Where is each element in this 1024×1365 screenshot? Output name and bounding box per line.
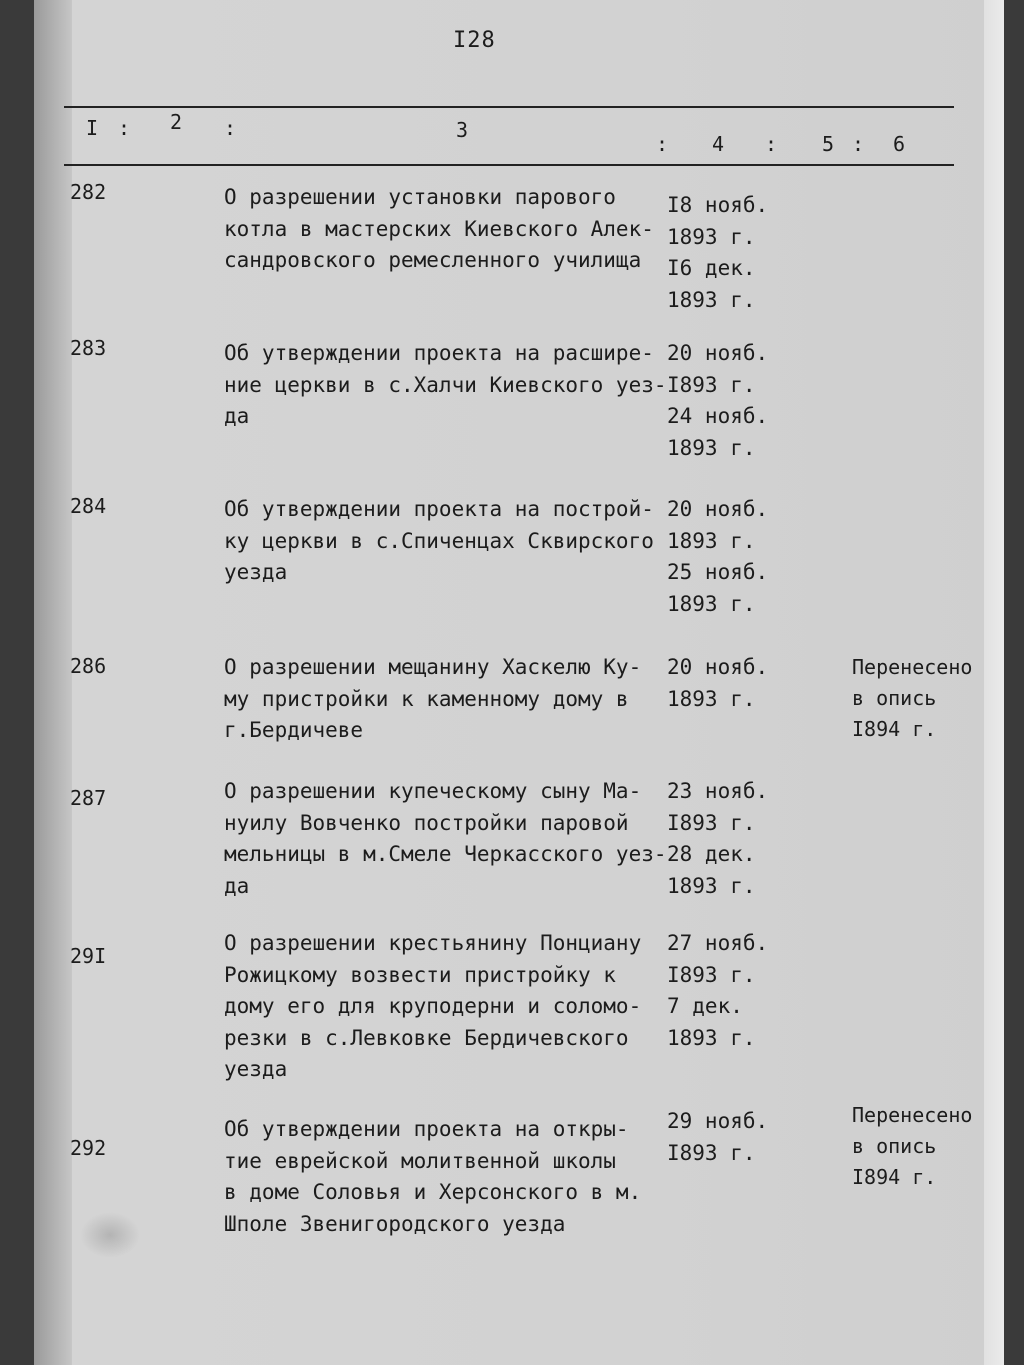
entry-dates: 20 нояб. 1893 г. 25 нояб. 1893 г. <box>667 497 769 616</box>
column-header-2: 2 <box>170 110 183 134</box>
column-header-5: 5 <box>822 132 835 156</box>
entry-title: О разрешении установки парового котла в мастерских Киевского Алек- сандровского ремесленного училища <box>224 185 654 272</box>
page-right-edge <box>984 0 1004 1365</box>
header-top-rule <box>64 106 954 108</box>
entry-dates: I8 нояб. 1893 г. I6 дек. 1893 г. <box>667 193 769 312</box>
handwritten-mark <box>80 1212 140 1258</box>
entry-title: О разрешении крестьянину Понциану Рожицкому возвести пристройку к дому его для круподерни и соломо- резки в с.Левковке Бердичевского уезда <box>224 931 642 1081</box>
entry-title: О разрешении мещанину Хаскелю Ку- му пристройки к каменному дому в г.Бердичеве <box>224 655 642 742</box>
entry-title: О разрешении купеческому сыну Ма- нуилу Вовченко постройки паровой мельницы в м.Смеле Черкасского уез- да <box>224 779 667 898</box>
entry-dates: 27 нояб. I893 г. 7 дек. 1893 г. <box>667 931 769 1050</box>
entry-number: 29I <box>70 944 107 968</box>
entry-number: 282 <box>70 180 107 204</box>
entry-dates: 23 нояб. I893 г. 28 дек. 1893 г. <box>667 779 769 898</box>
entry-dates: 29 нояб. I893 г. <box>667 1109 769 1165</box>
entry-number: 283 <box>70 336 107 360</box>
entry-note: Перенесено в опись I894 г. <box>852 1103 973 1189</box>
column-header-6: 6 <box>893 132 906 156</box>
entry-dates: 20 нояб. 1893 г. <box>667 655 769 711</box>
entry-number: 287 <box>70 786 107 810</box>
entry-title: Об утверждении проекта на откры- тие еврейской молитвенной школы в доме Соловья и Херсонского в м. Шполе Звенигородского уезда <box>224 1117 642 1236</box>
entry-title: Об утверждении проекта на построй- ку церкви в с.Спиченцах Сквирского уезда <box>224 497 654 584</box>
entry-number: 284 <box>70 494 107 518</box>
column-separator: : <box>118 116 131 140</box>
page-number: I28 <box>453 28 496 53</box>
entry-title: Об утверждении проекта на расшире- ние церкви в с.Халчи Киевского уез- да <box>224 341 667 428</box>
entry-number: 286 <box>70 654 107 678</box>
page-gutter-shadow <box>34 0 72 1365</box>
column-header-1: I <box>86 116 99 140</box>
column-separator: : <box>224 116 237 140</box>
header-bottom-rule <box>64 164 954 166</box>
column-separator: : <box>852 132 865 156</box>
column-header-4: 4 <box>712 132 725 156</box>
column-separator: : <box>656 132 669 156</box>
entry-dates: 20 нояб. I893 г. 24 нояб. 1893 г. <box>667 341 769 460</box>
entry-note: Перенесено в опись I894 г. <box>852 655 973 741</box>
column-separator: : <box>765 132 778 156</box>
column-header-3: 3 <box>456 118 469 142</box>
entry-number: 292 <box>70 1136 107 1160</box>
